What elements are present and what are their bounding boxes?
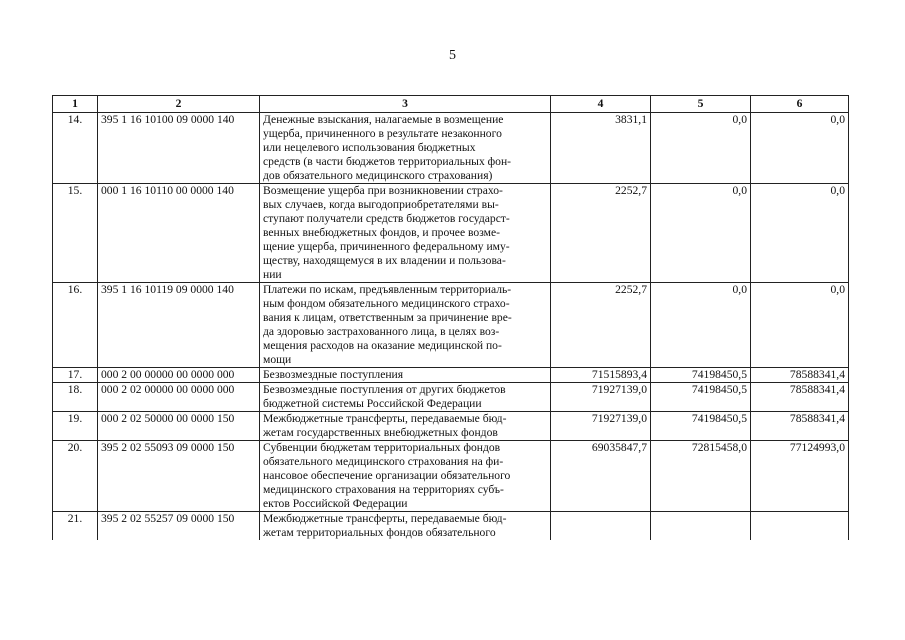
value-col4-cell: 71515893,4 xyxy=(551,368,651,383)
description-line: Денежные взыскания, налагаемые в возмещение xyxy=(263,113,504,126)
budget-code-cell: 000 2 00 00000 00 0000 000 xyxy=(98,368,260,383)
description-line: обязательного медицинского страхования на фи- xyxy=(263,455,504,468)
value-col4-cell: 71927139,0 xyxy=(551,383,651,412)
column-header: 3 xyxy=(260,96,551,113)
description-line: ектов Российской Федерации xyxy=(263,497,408,510)
row-number-cell: 16. xyxy=(53,283,98,368)
value-col5-cell: 72815458,0 xyxy=(651,441,751,512)
description-line: Безвозмездные поступления от других бюджетов xyxy=(263,383,506,396)
value-col5-cell: 74198450,5 xyxy=(651,383,751,412)
table-body xyxy=(53,113,849,541)
value-col5-cell: 0,0 xyxy=(651,113,751,184)
value-col6-cell: 77124993,0 xyxy=(751,441,849,512)
description-line: вания к лицам, ответственным за причинение вре- xyxy=(263,311,512,324)
description-line: или нецелевого использования бюджетных xyxy=(263,141,476,154)
table-row xyxy=(53,368,849,383)
description-line: жетам территориальных фондов обязательного xyxy=(263,526,496,539)
column-header: 4 xyxy=(551,96,651,113)
description-cell xyxy=(260,283,551,368)
row-number-cell: 17. xyxy=(53,368,98,383)
table-row xyxy=(53,283,849,368)
budget-code-cell: 000 1 16 10110 00 0000 140 xyxy=(98,184,260,283)
description-line: щение ущерба, причиненного федеральному иму- xyxy=(263,240,510,253)
value-col5-cell: 74198450,5 xyxy=(651,368,751,383)
description-line: Возмещение ущерба при возникновении страхо- xyxy=(263,184,503,197)
description-line: Межбюджетные трансферты, передаваемые бюд- xyxy=(263,412,507,425)
table-row xyxy=(53,113,849,184)
budget-code-cell: 000 2 02 00000 00 0000 000 xyxy=(98,383,260,412)
table-row xyxy=(53,441,849,512)
description-line: мещения расходов на оказание медицинской по- xyxy=(263,339,502,352)
row-number-cell: 19. xyxy=(53,412,98,441)
description-cell xyxy=(260,412,551,441)
value-col5-cell xyxy=(651,512,751,541)
description-line: нансовое обеспечение организации обязательного xyxy=(263,469,511,482)
description-cell xyxy=(260,441,551,512)
description-line: нии xyxy=(263,268,282,281)
value-col4-cell: 71927139,0 xyxy=(551,412,651,441)
description-line: ступают получатели средств бюджетов государст- xyxy=(263,212,510,225)
value-col6-cell: 78588341,4 xyxy=(751,383,849,412)
value-col4-cell: 3831,1 xyxy=(551,113,651,184)
description-cell xyxy=(260,383,551,412)
value-col5-cell: 0,0 xyxy=(651,283,751,368)
budget-code-cell: 000 2 02 50000 00 0000 150 xyxy=(98,412,260,441)
description-line: мощи xyxy=(263,353,292,366)
value-col4-cell: 2252,7 xyxy=(551,184,651,283)
row-number-cell: 21. xyxy=(53,512,98,541)
row-number-cell: 15. xyxy=(53,184,98,283)
table-row xyxy=(53,184,849,283)
description-line: да здоровью застрахованного лица, в целях воз- xyxy=(263,325,500,338)
description-line: Платежи по искам, предъявленным территориаль- xyxy=(263,283,512,296)
description-cell xyxy=(260,184,551,283)
value-col4-cell: 2252,7 xyxy=(551,283,651,368)
budget-code-cell: 395 2 02 55093 09 0000 150 xyxy=(98,441,260,512)
description-line: бюджетной системы Российской Федерации xyxy=(263,397,482,410)
table-row xyxy=(53,412,849,441)
value-col4-cell xyxy=(551,512,651,541)
page-number: 5 xyxy=(449,48,456,63)
description-line: Безвозмездные поступления xyxy=(263,368,404,381)
value-col6-cell: 0,0 xyxy=(751,283,849,368)
column-header: 1 xyxy=(53,96,98,113)
value-col5-cell: 0,0 xyxy=(651,184,751,283)
description-line: Межбюджетные трансферты, передаваемые бюд- xyxy=(263,512,507,525)
description-line: Субвенции бюджетам территориальных фондов xyxy=(263,441,501,454)
row-number-cell: 18. xyxy=(53,383,98,412)
description-line: ным фондом обязательного медицинского страхо- xyxy=(263,297,510,310)
description-line: ществу, находящемуся в их владении и пользова- xyxy=(263,254,506,267)
value-col6-cell: 0,0 xyxy=(751,113,849,184)
column-header: 6 xyxy=(751,96,849,113)
value-col6-cell: 0,0 xyxy=(751,184,849,283)
row-number-cell: 20. xyxy=(53,441,98,512)
value-col5-cell: 74198450,5 xyxy=(651,412,751,441)
description-line: венных внебюджетных фондов, и прочее возме- xyxy=(263,226,500,239)
table-row xyxy=(53,512,849,541)
value-col6-cell: 78588341,4 xyxy=(751,368,849,383)
description-line: вых случаев, когда выгодоприобретателями вы- xyxy=(263,198,499,211)
description-line: дов обязательного медицинского страхования) xyxy=(263,169,493,182)
budget-revenue-table xyxy=(52,95,849,540)
description-line: средств (в части бюджетов территориальных фон- xyxy=(263,155,512,168)
description-line: медицинского страхования на территориях субъ- xyxy=(263,483,504,496)
row-number-cell: 14. xyxy=(53,113,98,184)
description-cell xyxy=(260,368,551,383)
table-header-row xyxy=(53,96,849,113)
column-header: 5 xyxy=(651,96,751,113)
value-col6-cell: 78588341,4 xyxy=(751,412,849,441)
budget-code-cell: 395 1 16 10100 09 0000 140 xyxy=(98,113,260,184)
description-cell xyxy=(260,113,551,184)
value-col4-cell: 69035847,7 xyxy=(551,441,651,512)
description-cell xyxy=(260,512,551,541)
budget-code-cell: 395 1 16 10119 09 0000 140 xyxy=(98,283,260,368)
description-line: ущерба, причиненного в результате незаконного xyxy=(263,127,502,140)
column-header: 2 xyxy=(98,96,260,113)
value-col6-cell xyxy=(751,512,849,541)
budget-code-cell: 395 2 02 55257 09 0000 150 xyxy=(98,512,260,541)
description-line: жетам государственных внебюджетных фондов xyxy=(263,426,498,439)
table-row xyxy=(53,383,849,412)
